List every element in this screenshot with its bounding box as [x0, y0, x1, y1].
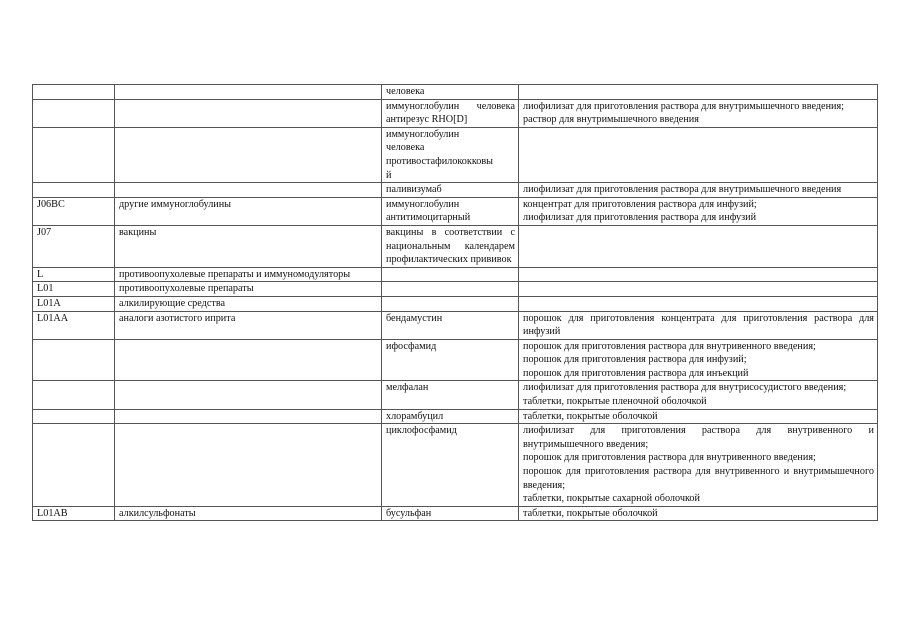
dosage-form-line: лиофилизат для приготовления раствора для инфузий	[523, 212, 757, 224]
drug-name-cell	[382, 409, 519, 424]
drug-name-line: человека	[386, 142, 425, 154]
pharmacological-group-cell	[115, 339, 382, 381]
drug-table	[32, 84, 878, 521]
dosage-form-cell	[519, 339, 878, 381]
atc-code-cell	[33, 409, 115, 424]
pharmacological-group-cell: алкилирующие средства	[115, 296, 382, 311]
drug-name-line: человека	[386, 86, 425, 97]
table-row	[33, 409, 878, 424]
atc-code-cell: L01	[33, 282, 115, 297]
dosage-form-line: лиофилизат для приготовления раствора для внутримышечного введения;	[523, 100, 844, 112]
drug-name-cell	[382, 225, 519, 267]
dosage-form-cell	[519, 506, 878, 521]
table-row	[33, 282, 878, 297]
pharmacological-group-cell	[115, 85, 382, 100]
dosage-form-cell	[519, 225, 878, 267]
drug-name-line: бендамустин	[386, 312, 443, 324]
drug-name-cell	[382, 85, 519, 100]
atc-code-cell	[33, 85, 115, 100]
atc-code-cell	[33, 183, 115, 198]
drug-name-line: й	[386, 169, 392, 181]
drug-name-line: вакцины в соответствии с национальным календарем профилактических прививок	[386, 226, 515, 266]
dosage-form-cell	[519, 197, 878, 225]
drug-name-cell	[382, 311, 519, 339]
atc-code-cell	[33, 127, 115, 182]
pharmacological-group-cell	[115, 127, 382, 182]
dosage-form-cell	[519, 267, 878, 282]
table-row	[33, 506, 878, 521]
dosage-form-cell	[519, 296, 878, 311]
drug-name-cell	[382, 339, 519, 381]
table-row	[33, 381, 878, 409]
pharmacological-group-cell	[115, 99, 382, 127]
dosage-form-line: таблетки, покрытые оболочкой	[523, 410, 658, 422]
atc-code-cell: J07	[33, 225, 115, 267]
atc-code-cell: L	[33, 267, 115, 282]
drug-name-line: иммуноглобулин	[386, 198, 460, 210]
dosage-form-line: раствор для внутримышечного введения	[523, 114, 699, 126]
drug-name-line: хлорамбуцил	[386, 410, 444, 422]
dosage-form-line: порошок для приготовления раствора для инъекций	[523, 367, 749, 379]
dosage-form-cell	[519, 127, 878, 182]
dosage-form-cell	[519, 183, 878, 198]
dosage-form-line: порошок для приготовления раствора для внутривенного и внутримышечного введения;	[523, 466, 874, 491]
drug-name-cell	[382, 381, 519, 409]
dosage-form-line: порошок для приготовления раствора для инфузий;	[523, 354, 747, 366]
dosage-form-cell	[519, 381, 878, 409]
drug-name-cell	[382, 424, 519, 507]
dosage-form-line: таблетки, покрытые оболочкой	[523, 507, 658, 519]
table-row	[33, 296, 878, 311]
pharmacological-group-cell: алкилсульфонаты	[115, 506, 382, 521]
dosage-form-line: порошок для приготовления раствора для внутривенного введения;	[523, 452, 816, 464]
table-row	[33, 339, 878, 381]
atc-code-cell: L01AB	[33, 506, 115, 521]
dosage-form-line: лиофилизат для приготовления раствора для внутрисосудистого введения;	[523, 382, 847, 394]
table-row	[33, 127, 878, 182]
pharmacological-group-cell: противоопухолевые препараты	[115, 282, 382, 297]
drug-name-cell	[382, 267, 519, 282]
dosage-form-line: порошок для приготовления раствора для внутривенного введения;	[523, 340, 816, 352]
drug-name-line: бусульфан	[386, 507, 432, 519]
drug-name-line: противостафилококковы	[386, 155, 494, 167]
drug-name-line: ифосфамид	[386, 340, 437, 352]
atc-code-cell: L01AA	[33, 311, 115, 339]
pharmacological-group-cell: другие иммуноглобулины	[115, 197, 382, 225]
pharmacological-group-cell	[115, 424, 382, 507]
atc-code-cell	[33, 99, 115, 127]
pharmacological-group-cell	[115, 381, 382, 409]
drug-name-line: мелфалан	[386, 382, 429, 394]
dosage-form-line: лиофилизат для приготовления раствора для внутривенного и внутримышечного введения;	[523, 425, 874, 450]
dosage-form-cell	[519, 85, 878, 100]
drug-name-cell	[382, 127, 519, 182]
table-row	[33, 85, 878, 100]
atc-code-cell	[33, 339, 115, 381]
pharmacological-group-cell: вакцины	[115, 225, 382, 267]
dosage-form-cell	[519, 282, 878, 297]
table-row	[33, 311, 878, 339]
drug-name-line: иммуноглобулин человека антирезус RHO[D]	[386, 100, 515, 126]
pharmacological-group-cell	[115, 183, 382, 198]
atc-code-cell: J06BC	[33, 197, 115, 225]
dosage-form-cell	[519, 99, 878, 127]
drug-name-cell	[382, 296, 519, 311]
document-page	[32, 84, 877, 521]
drug-name-line: антитимоцитарный	[386, 212, 471, 224]
table-row	[33, 183, 878, 198]
drug-name-cell	[382, 99, 519, 127]
drug-name-cell	[382, 183, 519, 198]
drug-name-line: циклофосфамид	[386, 425, 457, 437]
drug-name-line: паливизумаб	[386, 184, 442, 196]
dosage-form-line: концентрат для приготовления раствора для инфузий;	[523, 198, 757, 210]
table-row	[33, 99, 878, 127]
dosage-form-cell	[519, 409, 878, 424]
atc-code-cell	[33, 381, 115, 409]
drug-name-line: иммуноглобулин	[386, 128, 460, 140]
dosage-form-line: порошок для приготовления концентрата для приготовления раствора для инфузий	[523, 312, 874, 338]
dosage-form-cell	[519, 311, 878, 339]
drug-name-cell	[382, 282, 519, 297]
pharmacological-group-cell	[115, 409, 382, 424]
pharmacological-group-cell: противоопухолевые препараты и иммуномодуляторы	[115, 267, 382, 282]
pharmacological-group-cell: аналоги азотистого иприта	[115, 311, 382, 339]
drug-name-cell	[382, 197, 519, 225]
table-row	[33, 424, 878, 507]
table-row	[33, 225, 878, 267]
atc-code-cell: L01A	[33, 296, 115, 311]
dosage-form-line: таблетки, покрытые пленочной оболочкой	[523, 396, 707, 408]
drug-table-body	[33, 85, 878, 521]
table-row	[33, 197, 878, 225]
atc-code-cell	[33, 424, 115, 507]
dosage-form-cell	[519, 424, 878, 507]
dosage-form-line: лиофилизат для приготовления раствора для внутримышечного введения	[523, 184, 842, 196]
dosage-form-line: таблетки, покрытые сахарной оболочкой	[523, 493, 700, 505]
table-row	[33, 267, 878, 282]
drug-name-cell	[382, 506, 519, 521]
